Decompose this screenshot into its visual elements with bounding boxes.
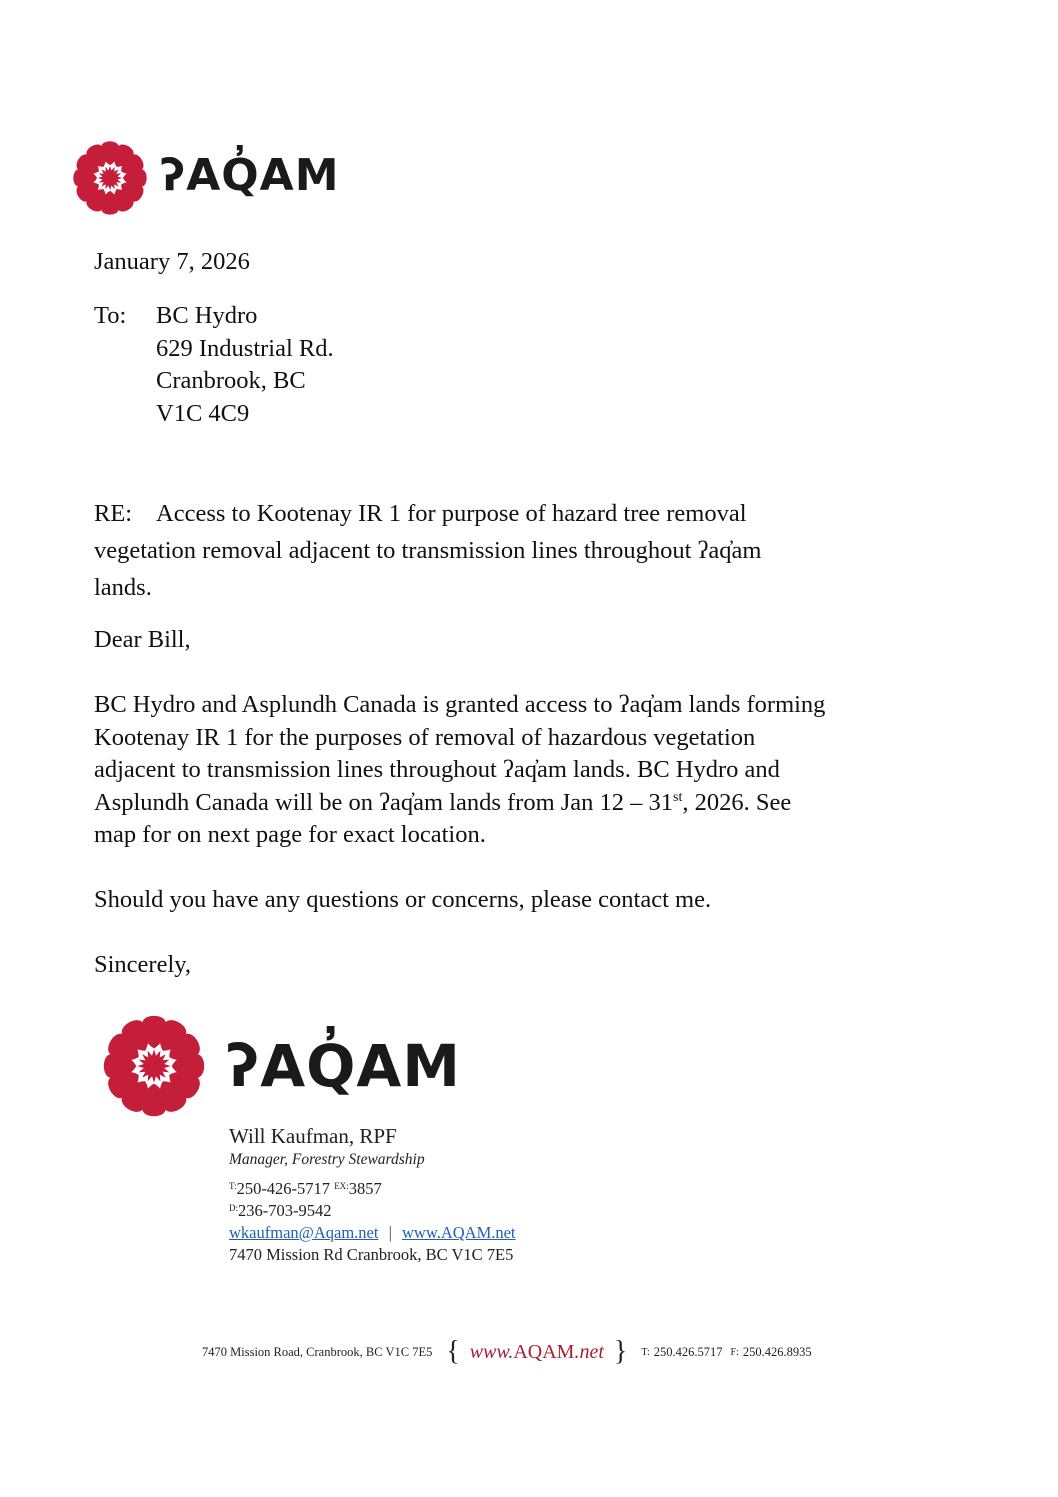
paragraph-text: Asplundh Canada will be on ʔaq̓am lands from Jan 12 – 31	[94, 788, 674, 816]
flower-logo-icon	[72, 140, 148, 216]
paragraph-line: adjacent to transmission lines throughout ʔaq̓am lands. BC Hydro and	[94, 756, 780, 783]
signature-links	[229, 1223, 516, 1243]
to-label: To:	[94, 302, 127, 329]
website-suffix: .net	[574, 1340, 604, 1363]
paragraph-line	[94, 787, 825, 820]
letter-footer	[202, 1336, 812, 1368]
footer-address: 7470 Mission Road, Cranbrook, BC V1C 7E5	[202, 1344, 433, 1359]
recipient-address	[156, 300, 334, 430]
closing: Sincerely,	[94, 951, 192, 978]
letter-date: January 7, 2026	[94, 248, 250, 275]
salutation: Dear Bill,	[94, 626, 191, 653]
letterhead-logo	[72, 140, 340, 220]
recipient-line: V1C 4C9	[156, 399, 250, 427]
footer-brace-open: {	[446, 1336, 460, 1367]
signature-phone	[229, 1179, 382, 1199]
ordinal-suffix: st	[673, 789, 683, 805]
subject-line: vegetation removal adjacent to transmission lines throughout ʔaq̓am	[94, 537, 762, 564]
paragraph-line: BC Hydro and Asplundh Canada is granted access to ʔaq̓am lands forming	[94, 691, 826, 718]
ext-number: 3857	[348, 1179, 382, 1198]
flower-center	[137, 1049, 170, 1082]
footer-website[interactable]	[470, 1341, 604, 1364]
subject-line: Access to Kootenay IR 1 for purpose of hazard tree removal	[156, 500, 747, 527]
signature-address: 7470 Mission Rd Cranbrook, BC V1C 7E5	[229, 1245, 514, 1264]
website-prefix: www.	[469, 1340, 514, 1363]
link-separator: |	[388, 1223, 392, 1242]
footer-tel: 250.426.5717	[653, 1344, 723, 1359]
paragraph-line: map for on next page for exact location.	[94, 821, 486, 848]
recipient-line: BC Hydro	[156, 302, 258, 329]
signature-direct	[229, 1201, 332, 1221]
flower-center	[98, 166, 122, 190]
signature-logo	[102, 1014, 462, 1118]
footer-fax-label: F:	[730, 1346, 739, 1358]
signature-name: Will Kaufman, RPF	[229, 1124, 397, 1148]
ext-label: EX:	[334, 1181, 349, 1191]
direct-number: 236-703-9542	[238, 1201, 332, 1220]
footer-brace-close: }	[613, 1336, 628, 1367]
recipient-line: Cranbrook, BC	[156, 367, 306, 394]
logo-wordmark: ʔAQ̓AM	[160, 150, 340, 201]
body-paragraph-contact: Should you have any questions or concerns, please contact me.	[94, 886, 712, 913]
recipient-line: 629 Industrial Rd.	[156, 334, 334, 362]
flower-logo-icon	[102, 1014, 206, 1118]
body-paragraph	[94, 689, 825, 852]
footer-fax: 250.426.8935	[742, 1344, 812, 1359]
subject-line: lands.	[94, 574, 152, 601]
footer-tel-label: T:	[641, 1346, 650, 1358]
phone-label: T:	[229, 1181, 237, 1191]
website-link[interactable]: www.AQAM.net	[402, 1223, 516, 1242]
logo-wordmark: ʔAQ̓AM	[226, 1032, 462, 1100]
paragraph-line: Kootenay IR 1 for the purposes of removal of hazardous vegetation	[94, 723, 756, 751]
subject-block	[94, 495, 761, 606]
phone-number: 250-426-5717	[236, 1179, 331, 1198]
paragraph-text: , 2026. See	[682, 788, 792, 816]
email-link[interactable]: wkaufman@Aqam.net	[229, 1223, 379, 1242]
direct-label: D:	[229, 1203, 238, 1213]
website-main: AQAM	[513, 1340, 575, 1363]
signature-title: Manager, Forestry Stewardship	[229, 1151, 425, 1168]
subject-label: RE:	[94, 500, 133, 527]
